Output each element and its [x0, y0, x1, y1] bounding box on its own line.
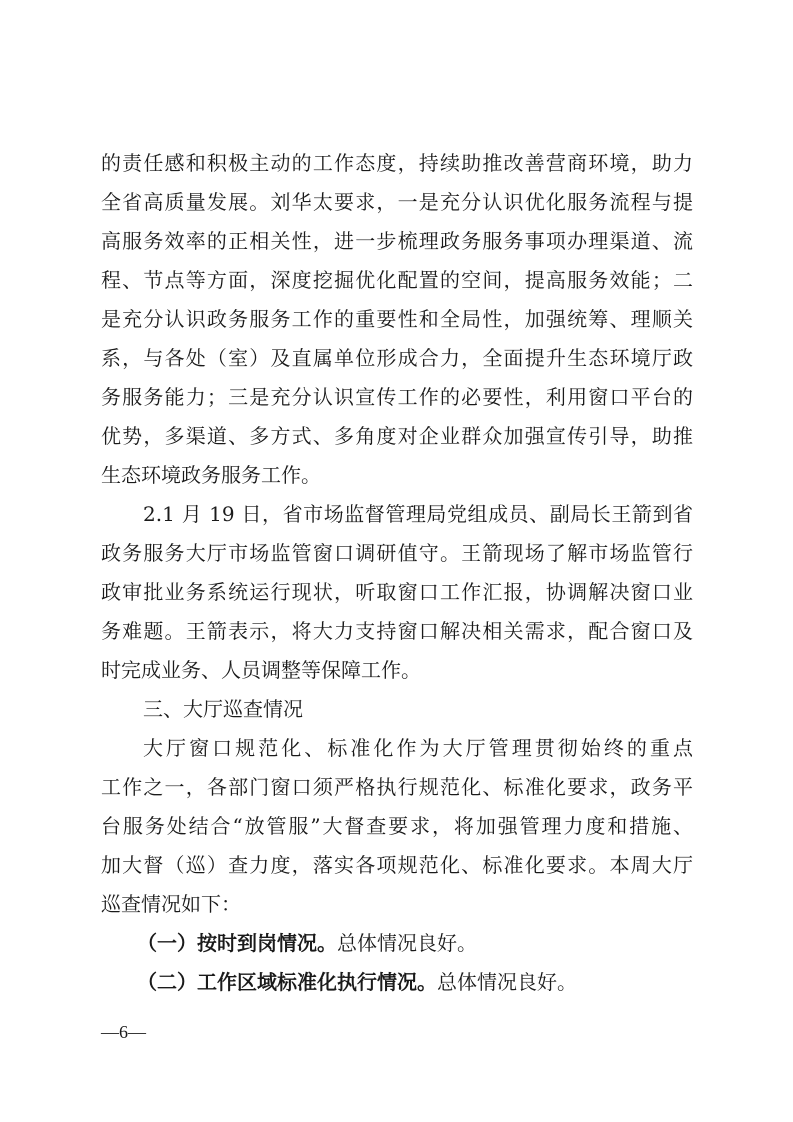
- paragraph-line: 工作之一，各部门窗口须严格执行规范化、标准化要求，政务平: [101, 775, 693, 799]
- section-heading: 三、大厅巡查情况: [143, 697, 303, 721]
- paragraph-line: 系，与各处（室）及直属单位形成合力，全面提升生态环境厅政: [101, 346, 693, 370]
- list-item-text: 总体情况良好。: [437, 970, 577, 994]
- paragraph-line: 务难题。王箭表示，将大力支持窗口解决相关需求，配合窗口及: [101, 619, 693, 643]
- paragraph-line: 是充分认识政务服务工作的重要性和全局性，加强统筹、理顺关: [101, 307, 693, 331]
- paragraph-line: 的责任感和积极主动的工作态度，持续助推改善营商环境，助力: [101, 151, 693, 175]
- list-item-text: 总体情况良好。: [337, 931, 477, 955]
- list-item: [137, 923, 687, 963]
- page-number: —6—: [101, 1022, 146, 1042]
- list-item-label: （一）按时到岗情况。: [137, 931, 337, 955]
- paragraph-line: 优势，多渠道、多方式、多角度对企业群众加强宣传引导，助推: [101, 424, 693, 448]
- paragraph-line: 2.1 月 19 日，省市场监督管理局党组成员、副局长王箭到省: [143, 502, 693, 526]
- paragraph-line: 程、节点等方面，深度挖掘优化配置的空间，提高服务效能；二: [101, 268, 693, 292]
- list-item: [137, 962, 687, 1002]
- paragraph-line: 时完成业务、人员调整等保障工作。: [101, 658, 421, 682]
- paragraph-line: 台服务处结合“放管服”大督查要求，将加强管理力度和措施、: [101, 814, 693, 838]
- list-item-label: （二）工作区域标准化执行情况。: [137, 970, 437, 994]
- paragraph-line: 高服务效率的正相关性，进一步梳理政务服务事项办理渠道、流: [101, 229, 693, 253]
- paragraph-line: 生态环境政务服务工作。: [101, 463, 321, 487]
- paragraph-line: 巡查情况如下：: [101, 892, 241, 916]
- paragraph-line: 加大督（巡）查力度，落实各项规范化、标准化要求。本周大厅: [101, 853, 693, 877]
- paragraph-line: 务服务能力；三是充分认识宣传工作的必要性，利用窗口平台的: [101, 385, 693, 409]
- paragraph-line: 政审批业务系统运行现状，听取窗口工作汇报，协调解决窗口业: [101, 580, 693, 604]
- paragraph-line: 大厅窗口规范化、标准化作为大厅管理贯彻始终的重点: [143, 736, 693, 760]
- paragraph-line: 全省高质量发展。刘华太要求，一是充分认识优化服务流程与提: [101, 190, 693, 214]
- paragraph-line: 政务服务大厅市场监管窗口调研值守。王箭现场了解市场监管行: [101, 541, 693, 565]
